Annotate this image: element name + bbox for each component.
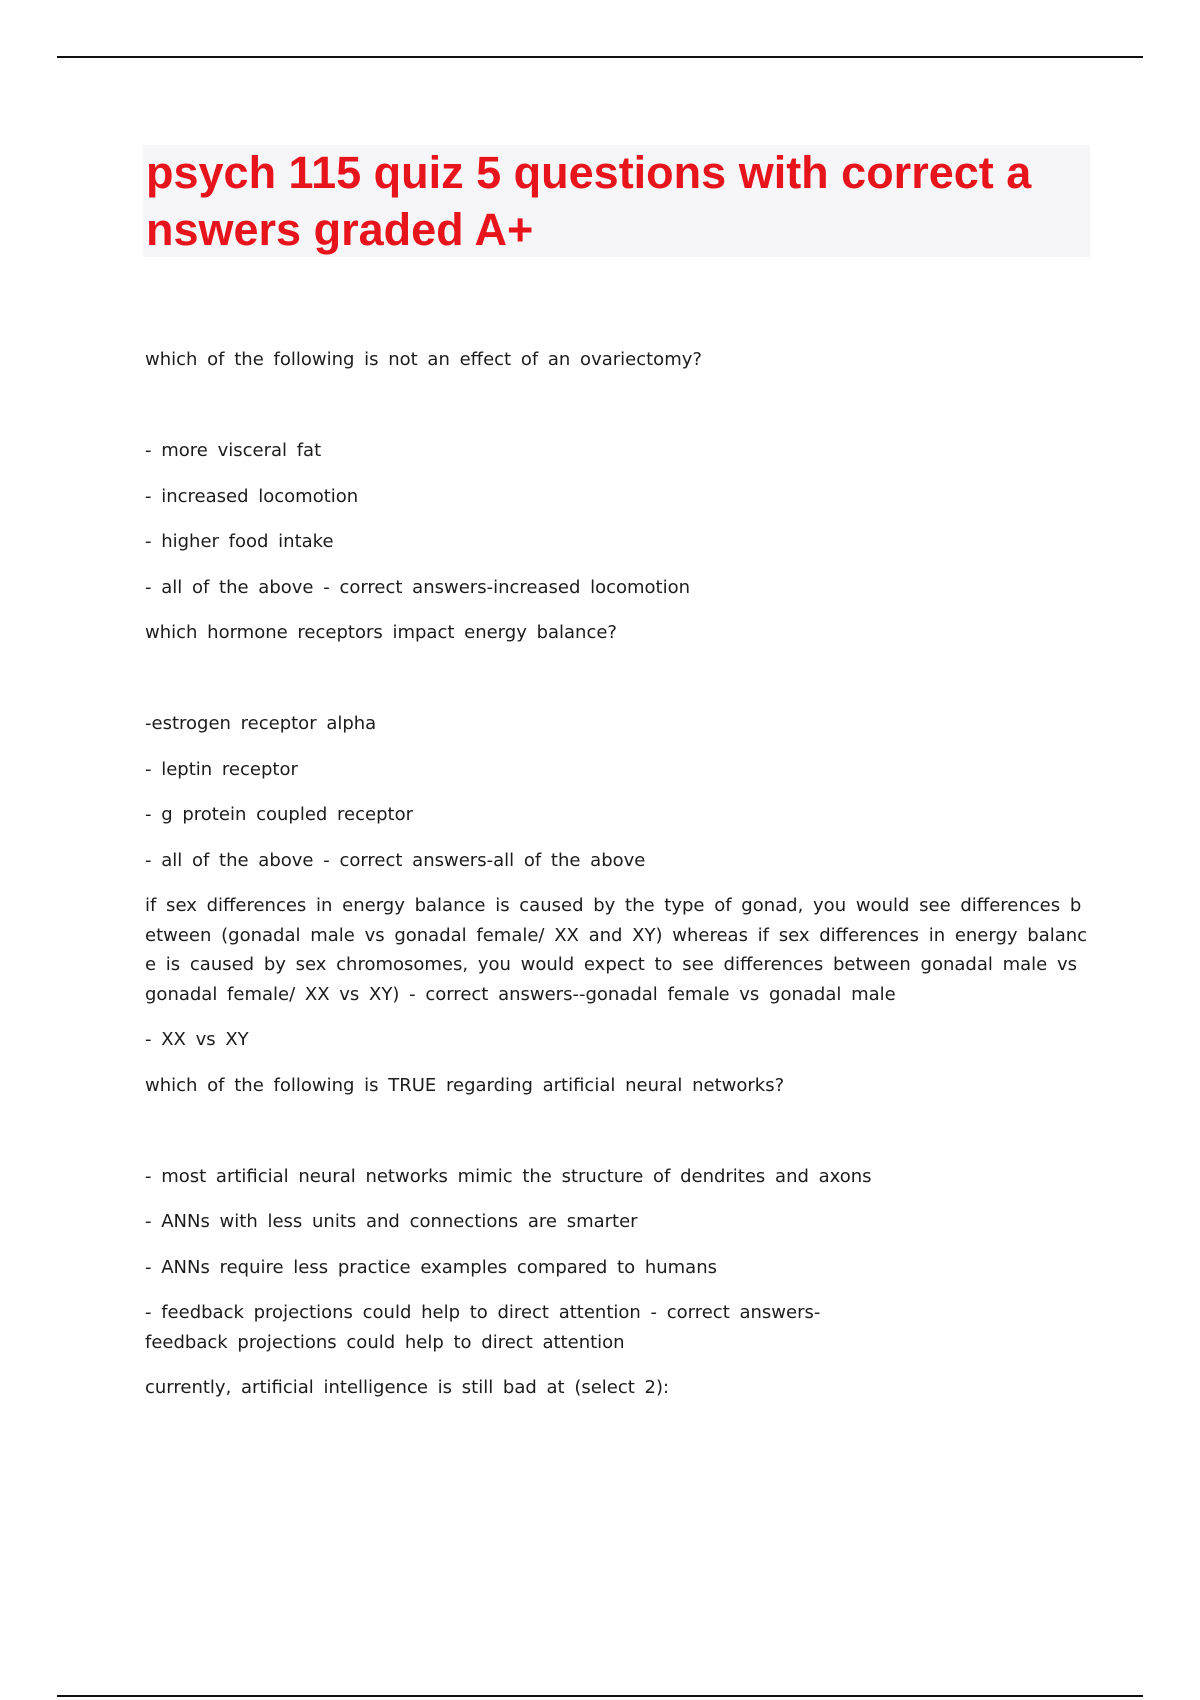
question-2-option-1: -estrogen receptor alpha [145, 713, 377, 734]
question-1-option-1: - more visceral fat [145, 440, 322, 461]
question-3-line-3: e is caused by sex chromosomes, you would expect to see differences between gonadal male vs [145, 954, 1078, 975]
question-5: currently, artificial intelligence is still bad at (select 2): [145, 1377, 670, 1398]
question-4-option-2: - ANNs with less units and connections are smarter [145, 1211, 638, 1232]
question-4-option-3: - ANNs require less practice examples compared to humans [145, 1257, 717, 1278]
question-2: which hormone receptors impact energy balance? [145, 622, 617, 643]
question-4: which of the following is TRUE regarding artificial neural networks? [145, 1075, 785, 1096]
question-3-line-1: if sex differences in energy balance is caused by the type of gonad, you would see differences b [145, 895, 1082, 916]
question-4-option-1: - most artificial neural networks mimic the structure of dendrites and axons [145, 1166, 872, 1187]
header-rule [57, 56, 1143, 58]
question-4-option-4-answer: - feedback projections could help to direct attention - correct answers- [145, 1302, 821, 1323]
question-2-option-3: - g protein coupled receptor [145, 804, 413, 825]
question-1-option-2: - increased locomotion [145, 486, 359, 507]
question-3-line-2: etween (gonadal male vs gonadal female/ XX and XY) whereas if sex differences in energy balanc [145, 925, 1088, 946]
question-1-option-3: - higher food intake [145, 531, 334, 552]
question-1: which of the following is not an effect of an ovariectomy? [145, 349, 702, 370]
question-1-option-4-answer: - all of the above - correct answers-increased locomotion [145, 577, 691, 598]
question-2-option-4-answer: - all of the above - correct answers-all of the above [145, 850, 646, 871]
document-title-line-2: nswers graded A+ [146, 204, 534, 255]
question-3-option-1: - XX vs XY [145, 1029, 249, 1050]
document-title-line-1: psych 115 quiz 5 questions with correct a [146, 147, 1032, 198]
question-4-answer-continuation: feedback projections could help to direct attention [145, 1332, 625, 1353]
question-3-line-4: gonadal female/ XX vs XY) - correct answers--gonadal female vs gonadal male [145, 984, 896, 1005]
question-2-option-2: - leptin receptor [145, 759, 298, 780]
footer-rule [57, 1695, 1143, 1697]
